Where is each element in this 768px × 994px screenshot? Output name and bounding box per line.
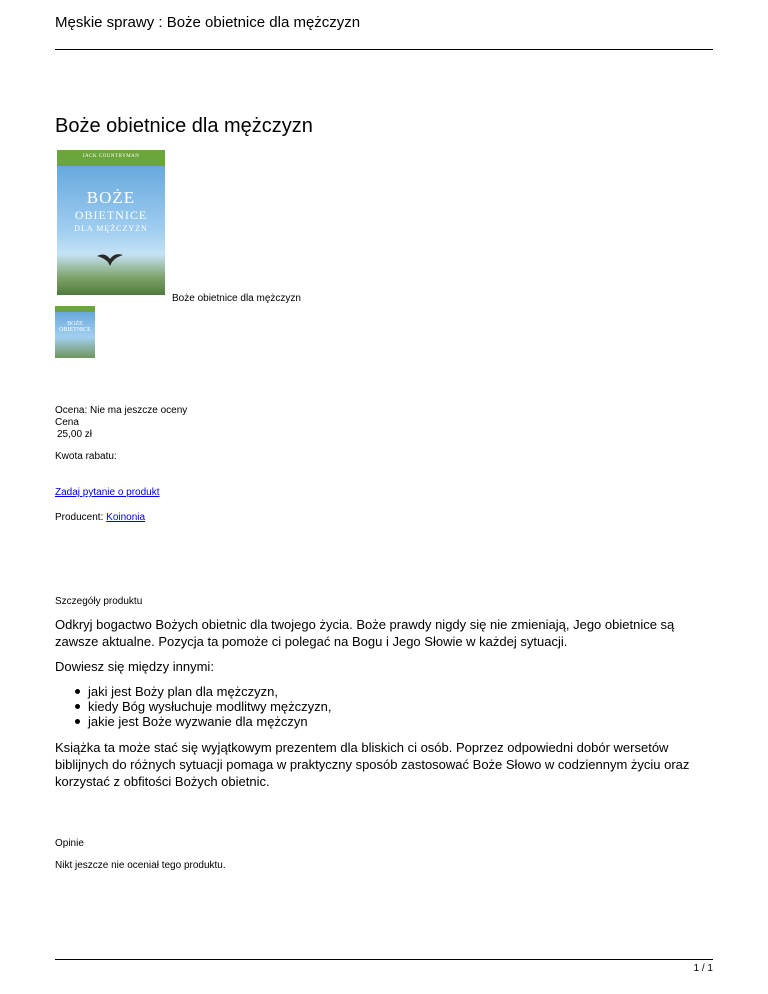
cover-title-line1: BOŻE [86,188,136,207]
cover-title-line3: DLA MĘŻCZYZN [74,224,148,233]
thumbnail-band [55,306,95,312]
product-title: Boże obietnice dla mężczyzn [55,115,313,137]
product-thumbnail[interactable] [55,306,95,358]
details-paragraph-1: Odkryj bogactwo Bożych obietnic dla twojego życia. Boże prawdy nigdy się nie zmieniają, Jego obietnice są zawsze aktualne. Pozycja ta pomoże ci polegać na Bogu i Jego Słowie w każdej sytuacji. [55,617,675,649]
document-header-title: Męskie sprawy : Boże obietnice dla mężczyzn [55,14,361,31]
details-paragraph-2: Dowiesz się między innymi: [55,659,214,674]
product-cover-image[interactable] [57,150,165,295]
price-label: Cena [55,417,79,428]
footer-divider [55,959,713,960]
eagle-icon [95,250,125,270]
ask-question-link[interactable]: Zadaj pytanie o produkt [55,487,160,498]
details-paragraph-3: Książka ta może stać się wyjątkowym prezentem dla bliskich ci osób. Poprzez odpowiedni dobór wersetów biblijnych do różnych sytuacji pomaga w praktyczny sposób zastosować Boże Słowo w codziennym życiu oraz korzystać z obfitości Bożych obietnic. [55,740,690,789]
reviews-text: Nikt jeszcze nie oceniał tego produktu. [55,860,226,871]
header-divider [55,49,713,50]
list-item: jaki jest Boży plan dla mężczyzn, [55,684,655,699]
price-value: 25,00 zł [57,429,93,440]
cover-caption: Boże obietnice dla mężczyzn [172,293,301,304]
page-number: 1 / 1 [693,963,713,974]
producer-label: Producent: [55,512,107,523]
producer-line [55,512,145,523]
list-item: kiedy Bóg wysłuchuje modlitwy mężczyzn, [55,699,655,714]
list-item: jakie jest Boże wyzwanie dla mężczyn [55,714,655,729]
cover-title-line2: OBIETNICE [74,208,148,222]
details-heading: Szczegóły produktu [55,596,143,607]
discount-label: Kwota rabatu: [55,451,117,462]
rating-text: Ocena: Nie ma jeszcze oceny [55,405,188,416]
cover-author: JACK COUNTRYMAN [82,154,140,159]
producer-link[interactable]: Koinonia [106,512,146,523]
details-bullet-list [55,684,655,729]
reviews-heading: Opinie [55,838,84,849]
thumbnail-title: BOŻE OBIETNICE [59,321,91,333]
